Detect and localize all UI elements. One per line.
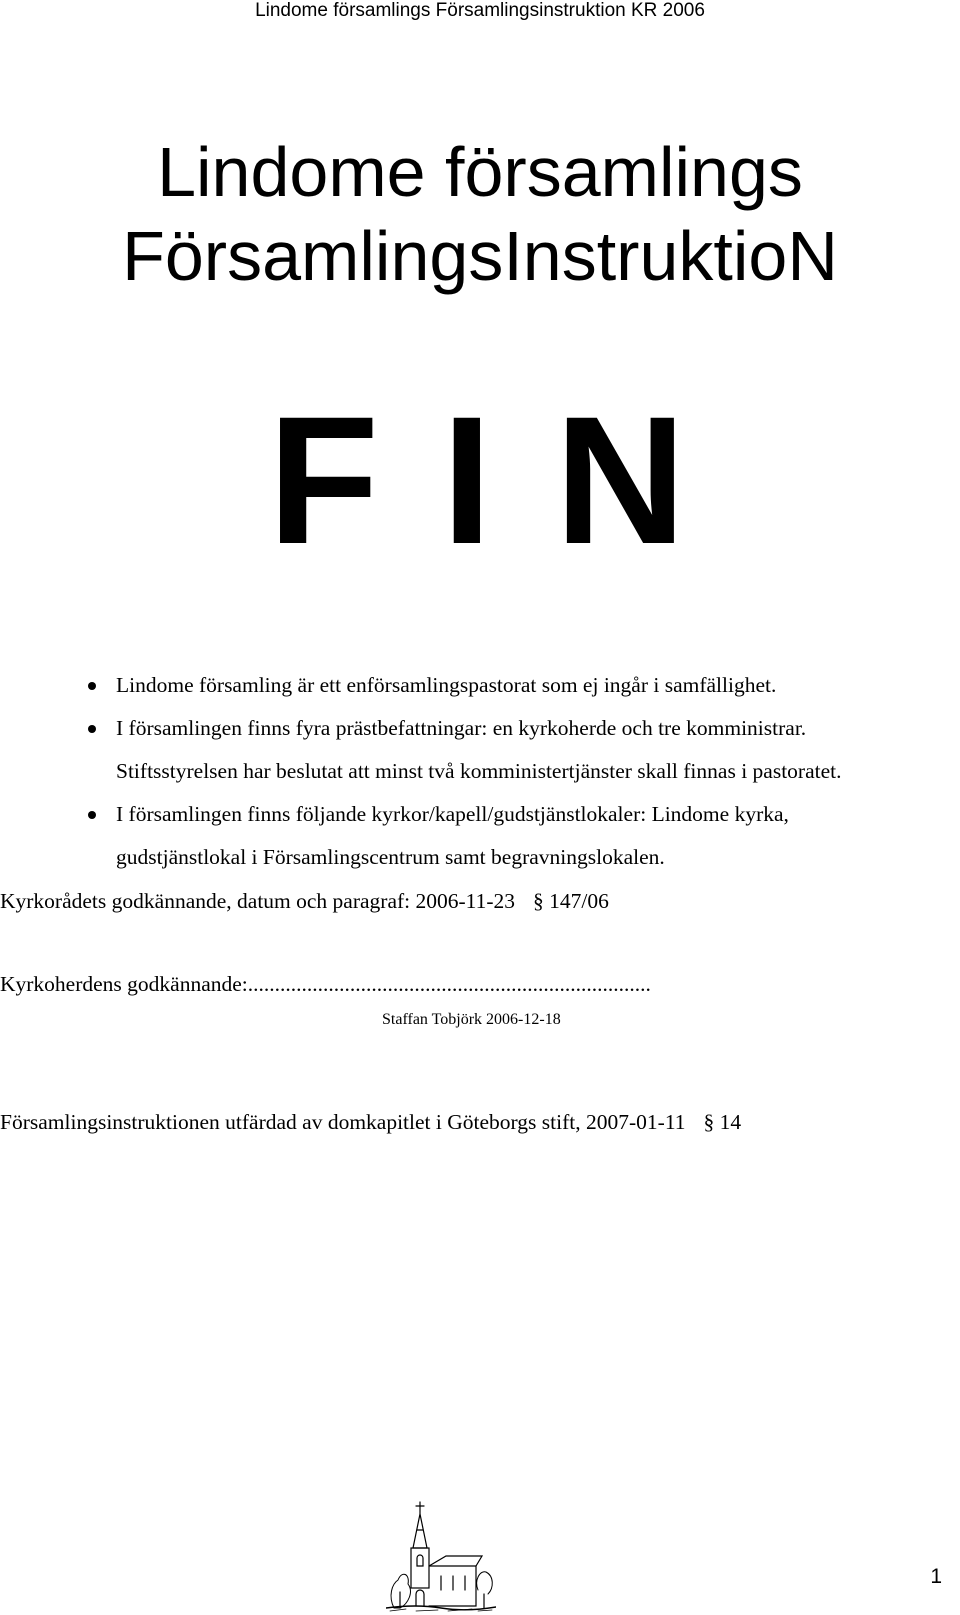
bullet-dot	[88, 725, 96, 733]
running-header: Lindome församlings Församlingsinstruktion KR 2006	[255, 0, 705, 21]
title-line-1: Lindome församlings	[157, 133, 803, 211]
issued-label: Församlingsinstruktionen utfärdad av domkapitlet i Göteborgs stift, 2007-01-11	[0, 1110, 686, 1134]
bullet-text: I församlingen finns följande kyrkor/kapell/gudstjänstlokaler: Lindome kyrka,	[116, 802, 789, 826]
council-approval	[0, 888, 609, 914]
document-title	[0, 130, 960, 298]
bullet-list	[0, 664, 930, 879]
bullet-item	[0, 707, 930, 793]
section-sign: §	[703, 1110, 715, 1134]
issued-statement	[0, 1109, 741, 1135]
fin-letters: F I N	[267, 378, 693, 582]
issued-paragraph: 14	[719, 1110, 742, 1134]
church-drawing-icon	[386, 1500, 496, 1612]
council-approval-label: Kyrkorådets godkännande, datum och paragraf: 2006-11-23	[0, 889, 516, 913]
page-number: 1	[930, 1565, 942, 1588]
bullet-dot	[88, 811, 96, 819]
bullet-text: gudstjänstlokal i Församlingscentrum samt begravningslokalen.	[116, 845, 665, 869]
bullet-text: Stiftsstyrelsen har beslutat att minst två komministertjänster skall finnas i pastoratet.	[116, 759, 842, 783]
bullet-item	[0, 793, 930, 879]
vicar-signer: Staffan Tobjörk 2006-12-18	[382, 1011, 561, 1028]
bullet-text: I församlingen finns fyra prästbefattningar: en kyrkoherde och tre komministrar.	[116, 716, 807, 740]
title-line-2: FörsamlingsInstruktioN	[122, 217, 838, 295]
section-sign: §	[533, 889, 544, 913]
bullet-dot	[88, 682, 96, 690]
bullet-item	[0, 664, 930, 707]
bullet-text: Lindome församling är ett enförsamlingspastorat som ej ingår i samfällighet.	[116, 673, 777, 697]
council-paragraph: 147/06	[549, 889, 609, 913]
vicar-approval: Kyrkoherdens godkännande:...........................................................................	[0, 972, 651, 996]
